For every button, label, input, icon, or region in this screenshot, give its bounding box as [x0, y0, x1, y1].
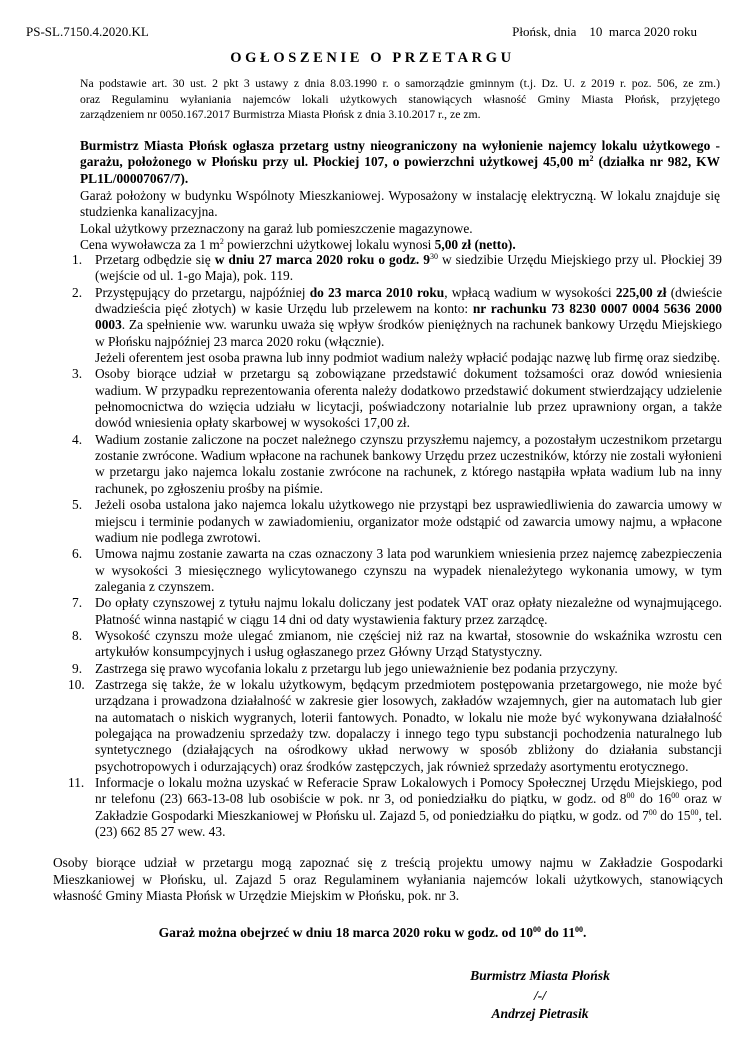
item-number: 9.	[72, 660, 83, 676]
legal-basis-line: zarządzeniem nr 0050.167.2017 Burmistrza Miasta Płońsk z dnia 3.10.2017 r., ze zm.	[80, 108, 481, 121]
list-item	[72, 285, 722, 367]
viewing-text: do 11	[541, 925, 576, 940]
item-text: Zastrzega się prawo wycofania lokalu z przetargu lub jego unieważnienie bez podania przyczyny.	[95, 660, 618, 676]
signature-title: Burmistrz Miasta Płońsk	[470, 968, 610, 983]
item-text: Informacje o lokalu można uzyskać w Referacie Spraw Lokalowych i Pomocy Społecznej Urzędu Miejskiego, pod nr telefonu (23) 663-13-08 lub osobiście w pok. nr 3, od poniedziałku do piątku, w godz. od 8	[95, 775, 722, 807]
item-sup: 00	[690, 807, 699, 817]
item-sup: 00	[671, 791, 680, 801]
list-item	[72, 661, 722, 677]
place-and-date: Płońsk, dnia 10 marca 2020 roku	[512, 24, 697, 39]
item-number: 8.	[72, 627, 83, 643]
list-item	[72, 595, 722, 628]
premises-description	[80, 188, 720, 254]
reference-number: PS-SL.7150.4.2020.KL	[26, 24, 149, 39]
item-number: 3.	[72, 366, 83, 382]
item-number: 5.	[72, 497, 83, 513]
list-item	[72, 252, 722, 285]
item-text: , wpłacą wadium w wysokości	[444, 284, 616, 300]
closing-paragraph: Osoby biorące udział w przetargu mogą zapoznać się z treścią projektu umowy najmu w Zakładzie Gospodarki Mieszkaniowej w Płońsku, ul. Zajazd 5 oraz Regulaminem wyłaniania najemców lokali użytkowych, stanowiących własność Gminy Miasta Płońsk w Urzędzie Miejskim w Płońsku, pok. nr 3.	[53, 855, 723, 904]
item-bold: do 23 marca 2010 roku	[309, 284, 445, 300]
list-item	[72, 366, 722, 431]
item-sup: 00	[626, 791, 635, 801]
item-text: Wadium zostanie zaliczone na poczet należnego czynszu przyszłemu najemcy, a pozostałym uczestnikom przetargu zostanie zwrócone. Wadium wpłacone na rachunek bankowy Urzędu przez uczestników, którzy nie zostali wyłonieni w przetargu jako najemca lokalu zostanie zwrócone na rachunek, z którego nastąpiła wpłata wadium lub na inny rachunek, po zgłoszeniu prośby na piśmie.	[95, 431, 722, 496]
legal-basis-line: Na podstawie art. 30 ust. 2 pkt 3 ustawy z dnia 8.03.1990 r. o samorządzie gminnym (t.j. Dz. U. z 2019 r. poz. 506, ze zm.)	[80, 77, 720, 90]
list-item	[72, 497, 722, 546]
list-item	[72, 628, 722, 661]
item-number: 11.	[68, 775, 85, 790]
item-text: Przystępujący do przetargu, najpóźniej	[95, 284, 310, 300]
lead-text: Burmistrz Miasta Płońsk ogłasza przetarg ustny nieograniczony na wyłonienie najemcy lokalu użytkowego - garażu, położonego w Płońsku przy ul. Płockiej 107, o powierzchni użytkowej 45,00 m	[80, 138, 720, 170]
item-number: 6.	[72, 546, 83, 562]
item-sup: 00	[648, 807, 657, 817]
item-text: . Za spełnienie ww. warunku uważa się wpływ środków pieniężnych na rachunek bankowy Urzędu Miejskiego w Płońsku najpóźniej 23 marca 2020 roku (włącznie).	[95, 317, 722, 349]
item-sup: 30	[429, 252, 438, 261]
viewing-text: Garaż można obejrzeć w dniu 18 marca 2020 roku w godz. od 10	[158, 925, 534, 940]
viewing-notice	[0, 925, 745, 941]
viewing-sup: 00	[533, 925, 542, 934]
item-text: Do opłaty czynszowej z tytułu najmu lokalu doliczany jest podatek VAT oraz opłaty niezależne od wynajmującego. Płatność winna nastąpić w ciągu 14 dni od daty wystawienia faktury przez zarządcę.	[95, 595, 722, 627]
price-value: 5,00 zł (netto).	[434, 237, 516, 253]
item-text: Osoby biorące udział w przetargu są zobowiązane przedstawić dokument tożsamości oraz dowód wniesienia wadium. W przypadku reprezentowania oferenta należy dodatkowo przedstawić dokument stwierdzający udzielenie pełnomocnictwa do wzięcia udziału w licytacji, poświadczony notarialnie lub przez uprawniony organ, a także dowód wniesienia opłaty skarbowej w wysokości 17,00 zł.	[95, 366, 722, 431]
item-bold: 225,00 zł	[615, 284, 667, 300]
lead-sup: 2	[589, 154, 594, 164]
item-number: 7.	[72, 595, 83, 611]
price-text: Cena wywoławcza za 1 m	[80, 237, 220, 253]
item-text: Wysokość czynszu może ulegać zmianom, nie częściej niż raz na kwartał, stosownie do wskaźnika wzrostu cen artykułów konsumpcyjnych i usług ogłaszanego przez Główny Urząd Statystyczny.	[95, 627, 722, 660]
item-text: Jeżeli oferentem jest osoba prawna lub inny podmiot wadium należy wpłacić podając nazwę lub firmę oraz siedzibę.	[95, 350, 721, 366]
desc-p2: Lokal użytkowy przeznaczony na garaż lub pomieszczenie magazynowe.	[80, 220, 473, 236]
list-item	[72, 546, 722, 595]
viewing-text: .	[583, 925, 587, 940]
item-text: w siedzibie Urzędu Miejskiego przy ul. Płockiej 39 (wejście od ul. 1-go Maja), pok. 119.	[95, 252, 723, 284]
item-text: Umowa najmu zostanie zawarta na czas oznaczony 3 lata pod warunkiem wniesienia przez najemcę zabezpieczenia w wysokości 3 miesięcznego wylicytowanego czynszu na wypadek nienależytego wykonania umowy, w tym zalegania z czynszem.	[95, 546, 722, 594]
item-text: Zastrzega się także, że w lokalu użytkowym, będącym przedmiotem postępowania przetargowego, nie może być urządzana i prowadzona działalność w zakresie gier losowych, zakładów wzajemnych, gier na automatach lub gier na automatach o niskich wygranych, loterii fantowych. Ponadto, w lokalu nie może być wykonywana działalność polegająca na prowadzeniu sprzedaży tzw. dopalaczy i innego tego typu substancji pochodzenia naturalnego lub syntetycznego (działających na ośrodkowy układ nerwowy w sposób zbliżony do działania substancji psychotropowych i odurzających) oraz środków zastępczych, jak również sprzedaży asortymentu erotycznego.	[95, 676, 722, 774]
item-number: 1.	[72, 252, 83, 267]
list-item	[68, 676, 722, 775]
item-text: do 16	[634, 791, 672, 807]
signature-mark: /-/	[533, 988, 547, 1003]
item-number: 2.	[72, 284, 83, 300]
item-number: 4.	[72, 431, 83, 447]
viewing-sup: 00	[575, 925, 584, 934]
item-text: do 15	[656, 807, 691, 823]
price-text-2: powierzchni użytkowej lokalu wynosi	[223, 237, 435, 253]
item-text: , tel. (23) 662 85 27 wew. 43.	[95, 807, 722, 840]
desc-p1: Garaż położony w budynku Wspólnoty Mieszkaniowej. Wyposażony w instalację elektryczną. W lokalu znajduje się studzienka kanalizacyjna.	[80, 188, 720, 220]
lead-text-2: (działka nr 982, KW PL1L/00007067/7).	[80, 154, 720, 186]
list-item	[72, 432, 722, 497]
item-number: 10.	[68, 676, 85, 692]
document-title: OGŁOSZENIE O PRZETARGU	[230, 50, 515, 66]
account-number: nr rachunku 73 8230 0007 0004 5636 2000 0003	[95, 301, 722, 333]
list-item	[68, 775, 722, 840]
announcement-lead	[80, 138, 720, 187]
item-text: Jeżeli osoba ustalona jako najemca lokalu użytkowego nie przystąpi bez usprawiedliwienia do zawarcia umowy w miejscu i terminie podanych w zawiadomieniu, organizator może odstąpić od zawarcia umowy najmu, a wpłacone wadium nie podlega zwrotowi.	[95, 497, 722, 545]
price-sup: 2	[219, 237, 224, 247]
item-text: (dwieście dwadzieścia pięć złotych) w kasie Urzędu lub przelewem na konto:	[95, 284, 723, 317]
item-text: oraz w Zakładzie Gospodarki Mieszkaniowej w Płońsku ul. Zajazd 5, od poniedziałku do piątku, w godz. od 7	[95, 791, 722, 823]
conditions-list	[68, 252, 723, 840]
item-bold: w dniu 27 marca 2020 roku o godz. 9	[214, 252, 430, 267]
item-text: Przetarg odbędzie się	[95, 252, 215, 267]
legal-basis	[80, 76, 720, 123]
legal-basis-line: oraz Regulaminu wyłaniania najemców lokali użytkowych stanowiących własność Gminy Miasta Płońsk, przyjętego	[80, 92, 720, 106]
signature-name: Andrzej Pietrasik	[491, 1006, 589, 1021]
